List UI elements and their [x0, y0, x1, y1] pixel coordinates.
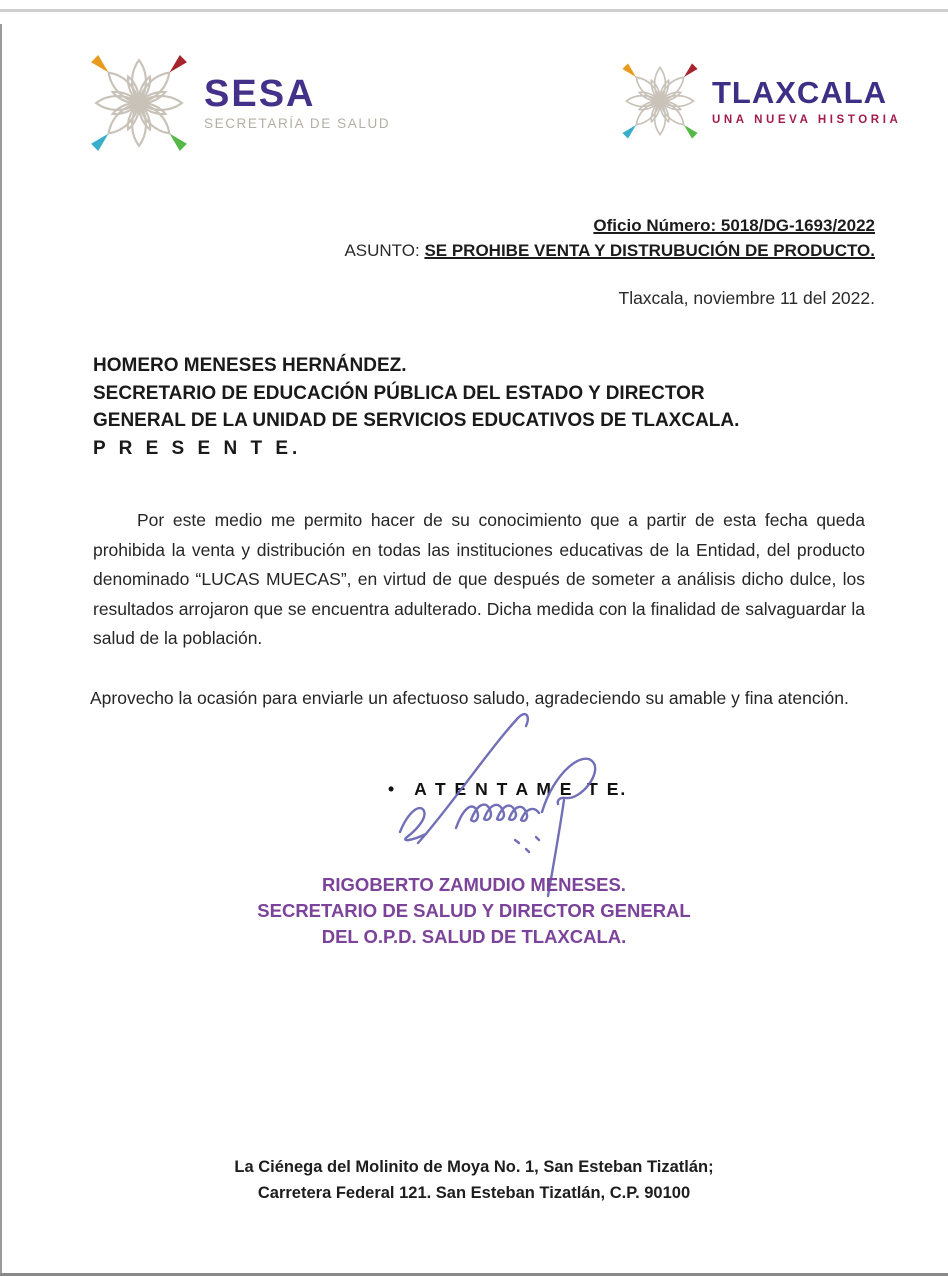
salutation-line	[388, 779, 627, 800]
signatory-block	[0, 872, 948, 950]
addressee-title-1: SECRETARIO DE EDUCACIÓN PÚBLICA DEL ESTADO Y DIRECTOR	[93, 382, 705, 404]
footer-address	[0, 1154, 948, 1206]
tlaxcala-logo	[620, 52, 901, 150]
addressee-name: HOMERO MENESES HERNÁNDEZ.	[93, 355, 407, 376]
letter-meta	[344, 213, 875, 263]
tlaxcala-subtitle: UNA NUEVA HISTORIA	[712, 113, 902, 126]
asunto-label: ASUNTO:	[344, 241, 425, 260]
scan-edge-top	[0, 9, 948, 12]
signatory-name: RIGOBERTO ZAMUDIO MENESES.	[322, 874, 626, 895]
addressee-title-2: GENERAL DE LA UNIDAD DE SERVICIOS EDUCATIVOS DE TLAXCALA.	[93, 410, 740, 431]
date-line: Tlaxcala, noviembre 11 del 2022.	[618, 288, 875, 308]
presente-line: P R E S E N T E.	[93, 437, 302, 459]
signatory-title-1: SECRETARIO DE SALUD Y DIRECTOR GENERAL	[257, 900, 691, 921]
signatory-title-2: DEL O.P.D. SALUD DE TLAXCALA.	[321, 926, 627, 947]
tlaxcala-flower-icon	[620, 52, 700, 150]
footer-address-line-1: La Ciénega del Molinito de Moya No. 1, San Esteban Tizatlán;	[234, 1158, 714, 1176]
addressee-block	[93, 352, 739, 462]
sesa-subtitle: SECRETARÍA DE SALUD	[204, 116, 391, 131]
oficio-number: Oficio Número: 5018/DG-1693/2022	[593, 216, 875, 235]
asunto-value: SE PROHIBE VENTA Y DISTRUBUCIÓN DE PRODUCTO.	[424, 241, 875, 260]
sesa-flower-icon	[88, 52, 190, 154]
scan-edge-left	[0, 24, 2, 1276]
sesa-wordmark: SESA	[204, 73, 316, 115]
footer-address-line-2: Carretera Federal 121. San Esteban Tizatlán, C.P. 90100	[257, 1184, 691, 1202]
sesa-logo	[88, 52, 390, 154]
tlaxcala-wordmark: TLAXCALA	[712, 74, 888, 110]
asunto-line	[344, 238, 875, 263]
body-paragraph-2: Aprovecho la ocasión para enviarle un afectuoso saludo, agradeciendo su amable y fina atención.	[90, 688, 849, 708]
body-paragraph-1: Por este medio me permito hacer de su conocimiento que a partir de esta fecha queda prohibida la venta y distribución en todas las instituciones educativas de la Entidad, del producto denominado “LUCAS MUECAS”, en virtud de que después de someter a análisis dicho dulce, los resultados arrojaron que se encuentra adulterado. Dicha medida con la finalidad de salvaguardar la salud de la población.	[93, 510, 865, 648]
salutation-bullet: •	[388, 779, 395, 799]
salutation-text: A T E N T A M E T E.	[414, 779, 628, 799]
